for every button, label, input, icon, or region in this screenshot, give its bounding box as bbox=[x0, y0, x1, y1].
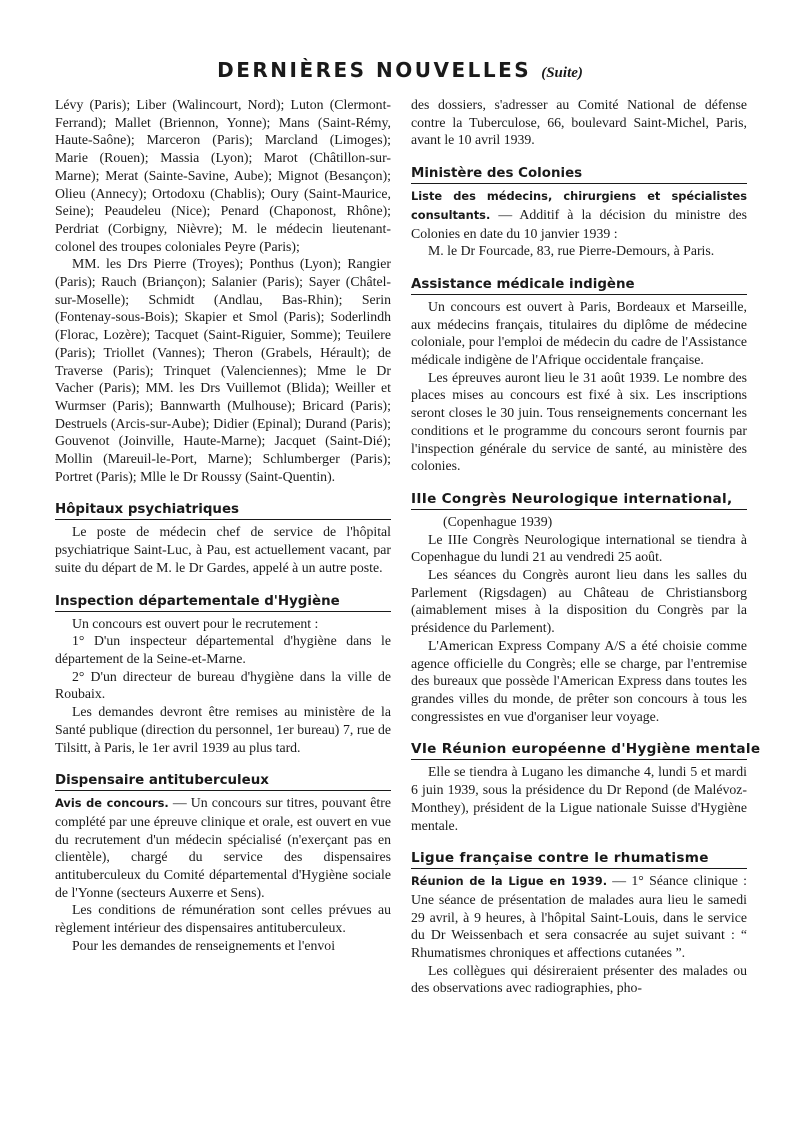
list-paragraph: MM. les Drs Pierre (Troyes); Ponthus (Lyon); Rangier (Paris); Rauch (Briançon); Salanier (Paris); Sayer (Châtel-sur-Moselle); Schmidt (Andlau, Bas-Rhin); Serin (Fontenay-sous-Bois); Skapier et Smol (Paris); Soderlindh (Florac, Lozère); Tacquet (Saint-Riguier, Somme); Teuilere (Paris); Triollet (Vannes); Theron (Grabels, Hérault); de Traverse (Paris); Trinquet (Valenciennes); Mme le Dr Vacher (Paris); MM. les Drs Vuillemot (Blida); Weiller et Wurmser (Paris); Bannwarth (Mulhouse); Bricard (Paris); Destruels (Arcis-sur-Aube); Didier (Epinal); Durand (Paris); Gouvenot (Joinville, Haute-Marne); Jacquet (Saint-Dié); Mollin (Mareuil-le-Port, Marne); Schlumberger (Paris); Portret (Paris); Mlle le Dr Roussy (Saint-Quentin). bbox=[55, 256, 391, 484]
paragraph: Le IIIe Congrès Neurologique international se tiendra à Copenhague du lundi 21 au vendredi 25 août. bbox=[411, 531, 747, 565]
paragraph bbox=[411, 187, 747, 242]
paragraph: 1° D'un inspecteur départemental d'hygiène dans le département de la Seine-et-Marne. bbox=[55, 633, 391, 666]
paragraph bbox=[411, 872, 747, 962]
section-dispensaire bbox=[55, 772, 391, 954]
section-subtitle: (Copenhague 1939) bbox=[443, 513, 553, 529]
paragraph-text: — 1° Séance clinique : Une séance de présentation de malades aura lieu le samedi 29 avril, à 9 heures, à l'hôpital Saint-Louis, dans le service du Dr Weissenbach et sera consacrée au sujet suivant : “ Rhumatismes chroniques et affections cutanées ”. bbox=[411, 873, 747, 961]
paragraph: Les conditions de rémunération sont celles prévues au règlement intérieur des dispensaires antituberculeux. bbox=[55, 902, 391, 936]
section-title: VIe Réunion européenne d'Hygiène mentale bbox=[411, 741, 747, 760]
header-suite: (Suite) bbox=[541, 65, 583, 81]
paragraph-text: — Additif à la décision du ministre des Colonies en date du 10 janvier 1939 : bbox=[411, 206, 747, 241]
paragraph: Un concours est ouvert pour le recrutement : bbox=[72, 615, 319, 631]
section-colonies bbox=[411, 165, 747, 260]
section-title: Inspection départementale d'Hygiène bbox=[55, 593, 391, 612]
header-title: DERNIÈRES NOUVELLES bbox=[217, 58, 532, 82]
paragraph: Les séances du Congrès auront lieu dans les salles du Parlement (Rigsdagen) au Château de Christiansborg (aimablement mises à la disposition du Congrès par la présidence du Parlement). bbox=[411, 567, 747, 636]
section-congres bbox=[411, 491, 747, 725]
paragraph: 2° D'un directeur de bureau d'hygiène dans la ville de Roubaix. bbox=[55, 668, 391, 702]
list-paragraph: Lévy (Paris); Liber (Walincourt, Nord); Luton (Clermont-Ferrand); Mallet (Briennon, Yonne); Mans (Saint-Rémy, Haute-Saône); Marceron (Paris); Marcland (Limoges); Marie (Rouen); Massia (Lyon); Marot (Châtillon-sur-Marne); Merat (Sainte-Savine, Aube); Mignot (Besançon); Olieu (Annecy); Ortodoxu (Chablis); Oury (Saint-Maurice, Seine); Peaudeleu (Nice); Penard (Chaponost, Rhône); Perdriat (Corbigny, Nièvre); M. le médecin lieutenant-colonel des troupes coloniales Peyre (Paris); bbox=[55, 97, 391, 254]
page-header bbox=[0, 58, 800, 82]
section-assistance bbox=[411, 276, 747, 475]
paragraph: M. le Dr Fourcade, 83, rue Pierre-Demours, à Paris. bbox=[428, 243, 715, 259]
section-title: IIIe Congrès Neurologique international, bbox=[411, 491, 747, 510]
paragraph: Pour les demandes de renseignements et l'envoi bbox=[72, 937, 336, 953]
paragraph: L'American Express Company A/S a été choisie comme agence officielle du Congrès; elle se charge, par l'entremise des bureaux que possède l'American Express dans toutes les grandes villes du monde, de prêter son concours à tous les congressistes en vue d'organiser leur voyage. bbox=[411, 637, 747, 724]
paragraph: Le poste de médecin chef de service de l'hôpital psychiatrique Saint-Luc, à Pau, est actuellement vacant, par suite du départ de M. le Dr Gardes, appelé à un autre poste. bbox=[55, 524, 391, 575]
section-title: Ligue française contre le rhumatisme bbox=[411, 850, 747, 869]
section-title: Ministère des Colonies bbox=[411, 165, 747, 184]
paragraph-text: — Un concours sur titres, pouvant être complété par une épreuve clinique et orale, est ouvert en vue du recrutement d'un médecin spécialisé (n'exerçant pas en clientèle), chargé du service des dispensaires antituberculeux du Comité départemental d'Hygiène sociale de l'Yonne (secteurs Auxerre et Sens). bbox=[55, 795, 391, 900]
paragraph bbox=[55, 794, 391, 901]
run-in-heading: Avis de concours. bbox=[55, 796, 169, 811]
paragraph: des dossiers, s'adresser au Comité National de défense contre la Tuberculose, 66, boulevard Saint-Michel, Paris, avant le 10 avril 1939. bbox=[411, 97, 747, 148]
section-ligue bbox=[411, 850, 747, 997]
paragraph: Un concours est ouvert à Paris, Bordeaux et Marseille, aux médecins français, titulaires du diplôme de médecine coloniale, pour l'emploi de médecin du cadre de l'Assistance médicale indigène de l'Afrique occidentale française. bbox=[411, 298, 747, 368]
run-in-heading: Réunion de la Ligue en 1939. bbox=[411, 874, 608, 889]
section-title: Assistance médicale indigène bbox=[411, 276, 747, 295]
section-title: Dispensaire antituberculeux bbox=[55, 772, 391, 791]
paragraph: Elle se tiendra à Lugano les dimanche 4, lundi 5 et mardi 6 juin 1939, sous la présidence du Dr Repond (de Malévoz-Monthey), président de la Ligue nationale Suisse d'Hygiène mentale. bbox=[411, 764, 747, 833]
section-inspection bbox=[55, 593, 391, 757]
section-hopitaux bbox=[55, 501, 391, 576]
right-column bbox=[411, 96, 761, 997]
section-title: Hôpitaux psychiatriques bbox=[55, 501, 391, 520]
paragraph: Les collègues qui désireraient présenter des malades ou des observations avec radiographies, pho- bbox=[411, 962, 747, 996]
run-in-heading: Liste des médecins, chirurgiens et spécialistes consultants. bbox=[411, 189, 747, 222]
paragraph: Les demandes devront être remises au ministère de la Santé publique (direction du personnel, 1er bureau) 7, rue de Tilsitt, à Paris, le 1er avril 1939 au plus tard. bbox=[55, 704, 391, 755]
paragraph: Les épreuves auront lieu le 31 août 1939. Le nombre des places mises au concours est fixé à six. Les inscriptions seront closes le 30 juin. Tous renseignements concernant les conditions et le programme du concours seront fournis par l'inspection générale du service de santé, au ministère des colonies. bbox=[411, 369, 747, 474]
left-column bbox=[55, 96, 391, 955]
section-reunion bbox=[411, 741, 761, 834]
